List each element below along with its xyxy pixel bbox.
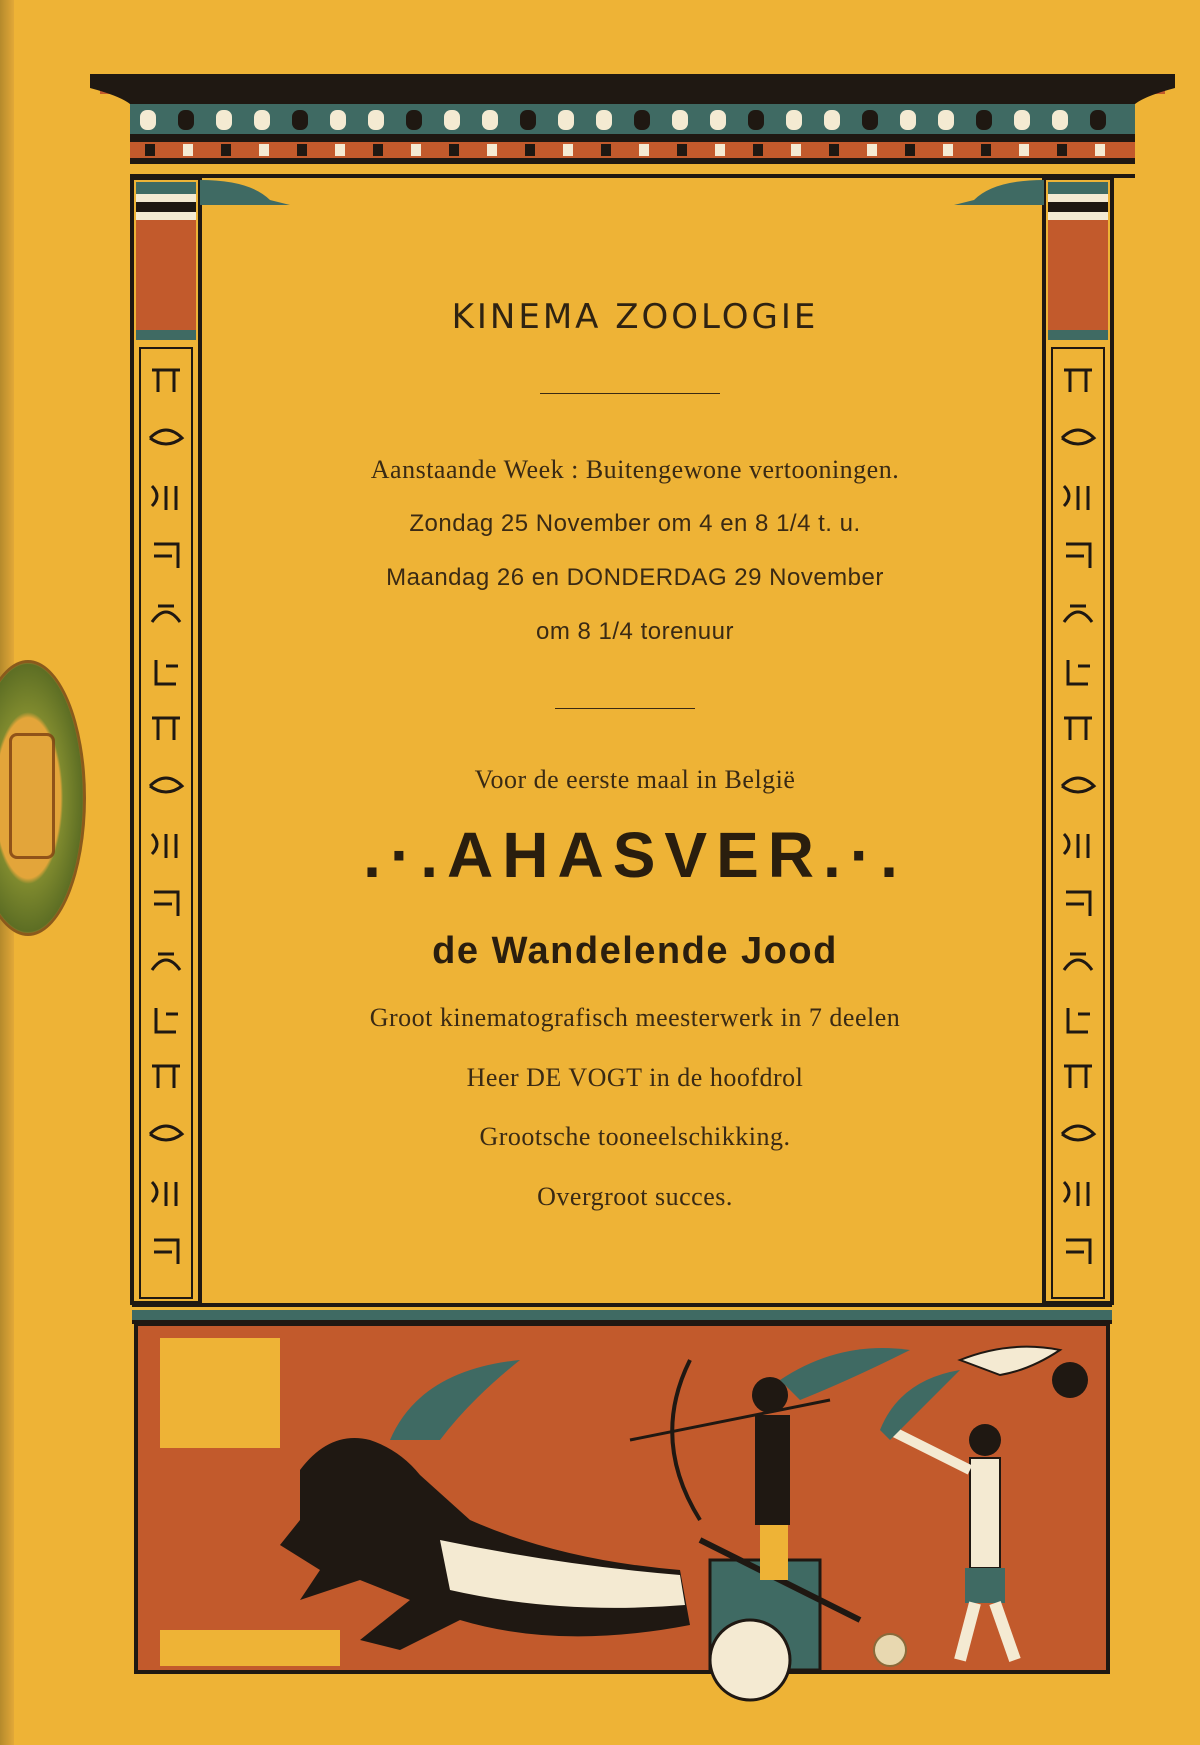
page-title: KINEMA ZOOLOGIE bbox=[451, 297, 819, 337]
schedule-sunday: Zondag 25 November om 4 en 8 1/4 t. u. bbox=[409, 510, 861, 537]
feature-success: Overgroot succes. bbox=[537, 1182, 733, 1211]
top-lintel bbox=[90, 74, 1175, 178]
schedule-time: om 8 1/4 torenuur bbox=[536, 618, 734, 645]
divider-middle bbox=[555, 708, 695, 709]
schedule-heading: Aanstaande Week : Buitengewone vertooningen. bbox=[370, 455, 900, 484]
divider-top bbox=[540, 393, 720, 394]
schedule-monday-thursday: Maandag 26 en DONDERDAG 29 November bbox=[386, 564, 884, 591]
chariot-mural bbox=[136, 1324, 1108, 1700]
feature-description: Groot kinematografisch meesterwerk in 7 deelen bbox=[369, 1003, 901, 1032]
feature-lead-actor: Heer DE VOGT in de hoofdrol bbox=[466, 1063, 804, 1092]
punch-hole bbox=[874, 1634, 906, 1666]
feature-staging: Grootsche tooneelschikking. bbox=[479, 1122, 791, 1151]
feature-intro: Voor de eerste maal in België bbox=[474, 765, 796, 794]
feature-subtitle: de Wandelende Jood bbox=[432, 930, 838, 972]
feature-headline: .·.AHASVER.·. bbox=[363, 819, 907, 891]
